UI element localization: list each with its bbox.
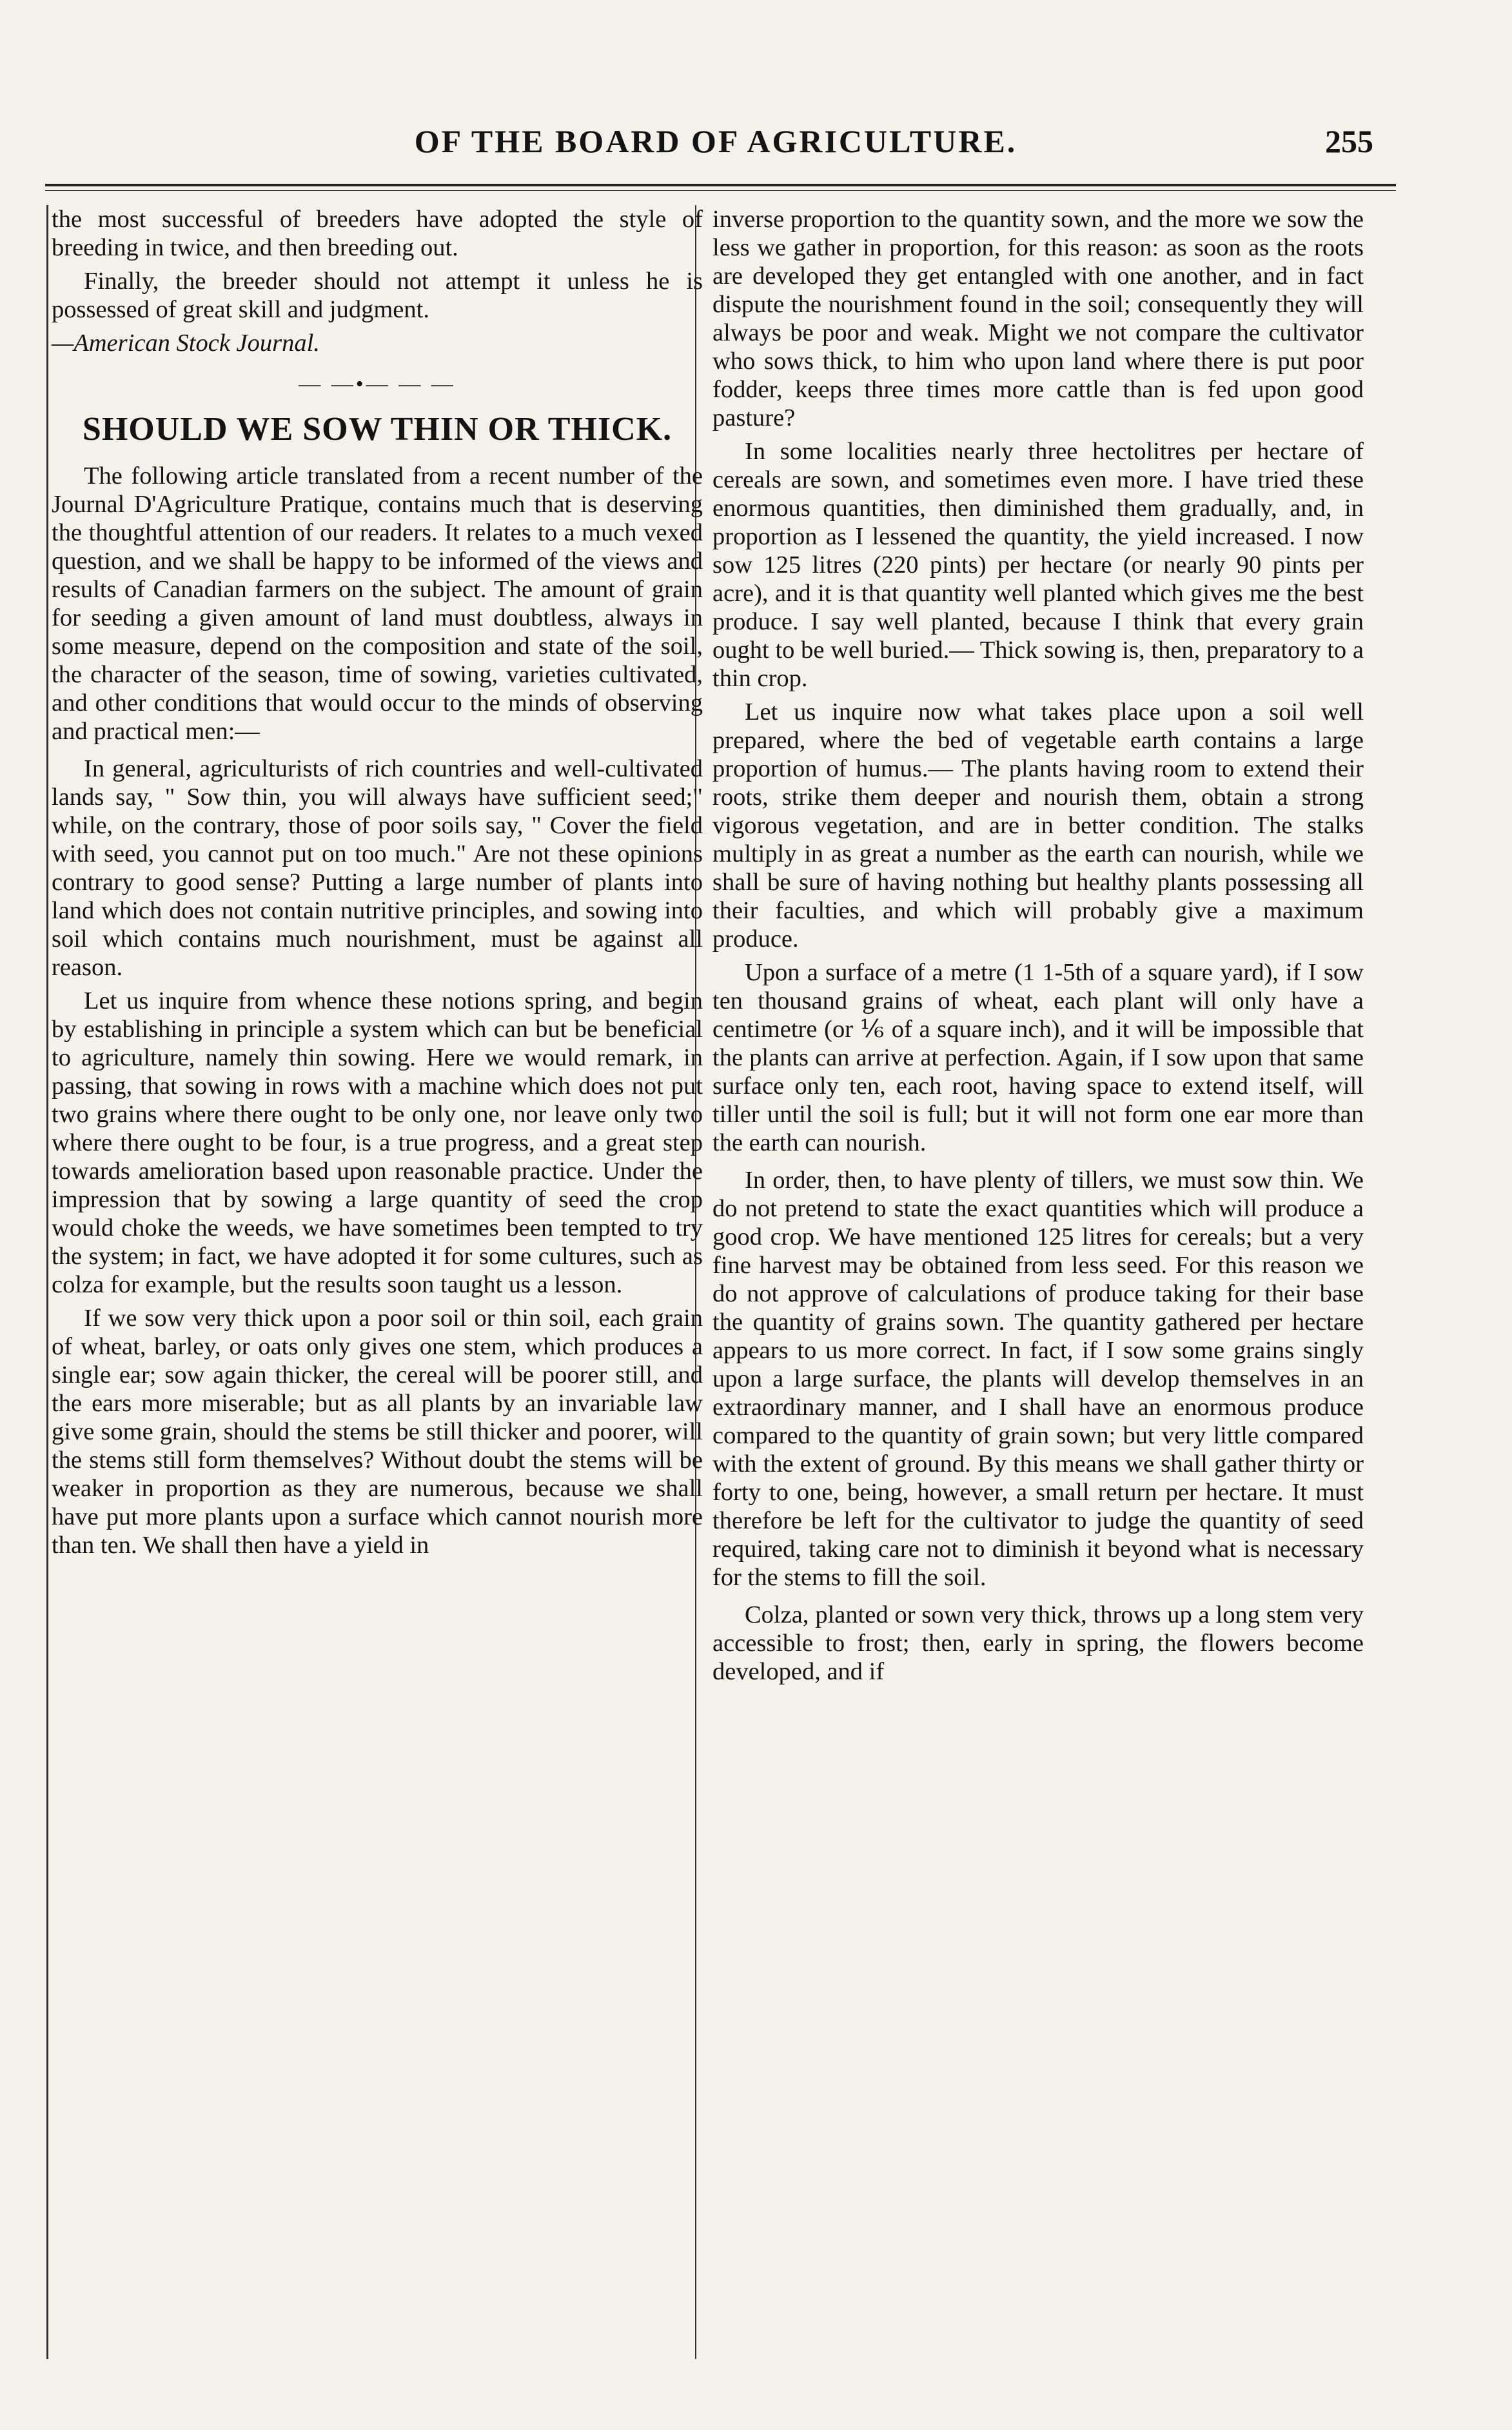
right-paragraph-4: Upon a surface of a metre (1 1-5th of a square yard), if I sow ten thousand grains of wheat, each plant will only have a centimetre (or ⅙ of a square inch), and it will be impossible that the plants can arrive at perfection. Again, if I sow upon that same surface only ten, each root, having space to extend itself, will tiller until the soil is full; but it will not form one ear more than the earth can nourish. — [712, 959, 1364, 1156]
right-column — [712, 205, 1364, 1691]
header-rule — [45, 184, 1396, 191]
running-title: OF THE BOARD OF AGRICULTURE. — [414, 123, 1017, 159]
left-paragraph-5: Let us inquire from whence these notions spring, and begin by establishing in principle a system which can but be beneficial to agriculture, namely thin sowing. Here we would remark, in passing, that sowing in rows with a machine which does not put two grains where there ought to be only one, nor leave only two where there ought to be four, is a true progress, and a great step towards amelioration based upon reasonable practice. Under the impression that by sowing a large quantity of seed the crop would choke the weeds, we have sometimes been tempted to try the system; in fact, we have adopted it for some cultures, such as colza for example, but the results soon taught us a lesson. — [52, 987, 703, 1298]
page-number: 255 — [1325, 123, 1373, 159]
right-paragraph-1: inverse proportion to the quantity sown, and the more we sow the less we gather in proportion, for this reason: as soon as the roots are developed they get entangled with one another, and in fact dispute the nourishment found in the soil; consequently they will always be poor and weak. Might we not compare the cultivator who sows thick, to him who upon land where there is put poor fodder, keeps three times more cattle than is fed upon good pasture? — [712, 206, 1364, 431]
left-paragraph-4: In general, agriculturists of rich countries and well-cultivated lands say, " Sow thin, you will always have sufficient seed;" while, on the contrary, those of poor soils say, " Cover the field with seed, you cannot put on too much." Are not these opinions contrary to good sense? Putting a large number of plants into land which does not contain nutritive principles, and sowing into soil which contains much nourishment, must be against all reason. — [52, 755, 703, 981]
source-credit: —American Stock Journal. — [52, 330, 320, 357]
left-margin-rule — [46, 205, 48, 2359]
page-header — [58, 123, 1373, 174]
left-paragraph-1: the most successful of breeders have adopted the style of breeding in twice, and then breeding out. — [52, 206, 703, 261]
section-ornament: — —•— — — — [299, 372, 456, 396]
left-paragraph-6: If we sow very thick upon a poor soil or thin soil, each grain of wheat, barley, or oats only gives one stem, which produces a single ear; sow again thicker, the cereal will be poorer still, and the ears more miserable; but as all plants by an invariable law give some grain, should the stems be still thicker and poorer, will the stems still form themselves? Without doubt the stems will be weaker in proportion as they are numerous, because we shall have put more plants upon a surface which cannot nourish more than ten. We shall then have a yield in — [52, 1305, 703, 1559]
right-paragraph-6: Colza, planted or sown very thick, throws up a long stem very accessible to frost; then, early in spring, the flowers become developed, and if — [712, 1601, 1364, 1685]
article-title: SHOULD WE SOW THIN OR THICK. — [82, 411, 673, 448]
left-paragraph-2: Finally, the breeder should not attempt it unless he is possessed of great skill and judgment. — [52, 268, 703, 323]
left-column — [52, 205, 703, 1565]
right-paragraph-3: Let us inquire now what takes place upon a soil well prepared, where the bed of vegetable earth contains a large proportion of humus.— The plants having room to extend their roots, strike them deeper and nourish them, obtain a strong vigorous vegetation, and are in better condition. The stalks multiply in as great a number as the earth can nourish, while we shall be sure of having nothing but healthy plants possessing all their faculties, and which will probably give a maximum produce. — [712, 698, 1364, 953]
right-paragraph-2: In some localities nearly three hectolitres per hectare of cereals are sown, and sometimes even more. I have tried these enormous quantities, then diminished them gradually, and, in proportion as I lessened the quantity, the yield increased. I now sow 125 litres (220 pints) per hectare (or nearly 90 pints per acre), and it is that quantity well planted which gives me the best produce. I say well planted, because I think that every grain ought to be well buried.— Thick sowing is, then, preparatory to a thin crop. — [712, 438, 1364, 692]
left-paragraph-3: The following article translated from a recent number of the Journal D'Agriculture Pratique, contains much that is deserving the thoughtful attention of our readers. It relates to a much vexed question, and we shall be happy to be informed of the views and results of Canadian farmers on the subject. The amount of grain for seeding a given amount of land must doubtless, always in some measure, depend on the composition and state of the soil, the character of the season, time of sowing, varieties cultivated, and other conditions that would occur to the minds of observing and practical men:— — [52, 462, 703, 745]
right-paragraph-5: In order, then, to have plenty of tillers, we must sow thin. We do not pretend to state the exact quantities which will produce a good crop. We have mentioned 125 litres for cereals; but a very fine harvest may be obtained from less seed. For this reason we do not approve of calculations of produce taking for their base the quantity of grains sown. The quantity gathered per hectare appears to us more correct. In fact, if I sow some grains singly upon a large surface, the plants will develop themselves in an extraordinary manner, and I shall have an enormous produce compared to the quantity of grain sown; but very little compared with the extent of ground. By this means we shall gather thirty or forty to one, being, however, a small return per hectare. It must therefore be left for the cultivator to judge the quantity of seed required, taking care not to diminish it beyond what is necessary for the stems to fill the soil. — [712, 1167, 1364, 1591]
